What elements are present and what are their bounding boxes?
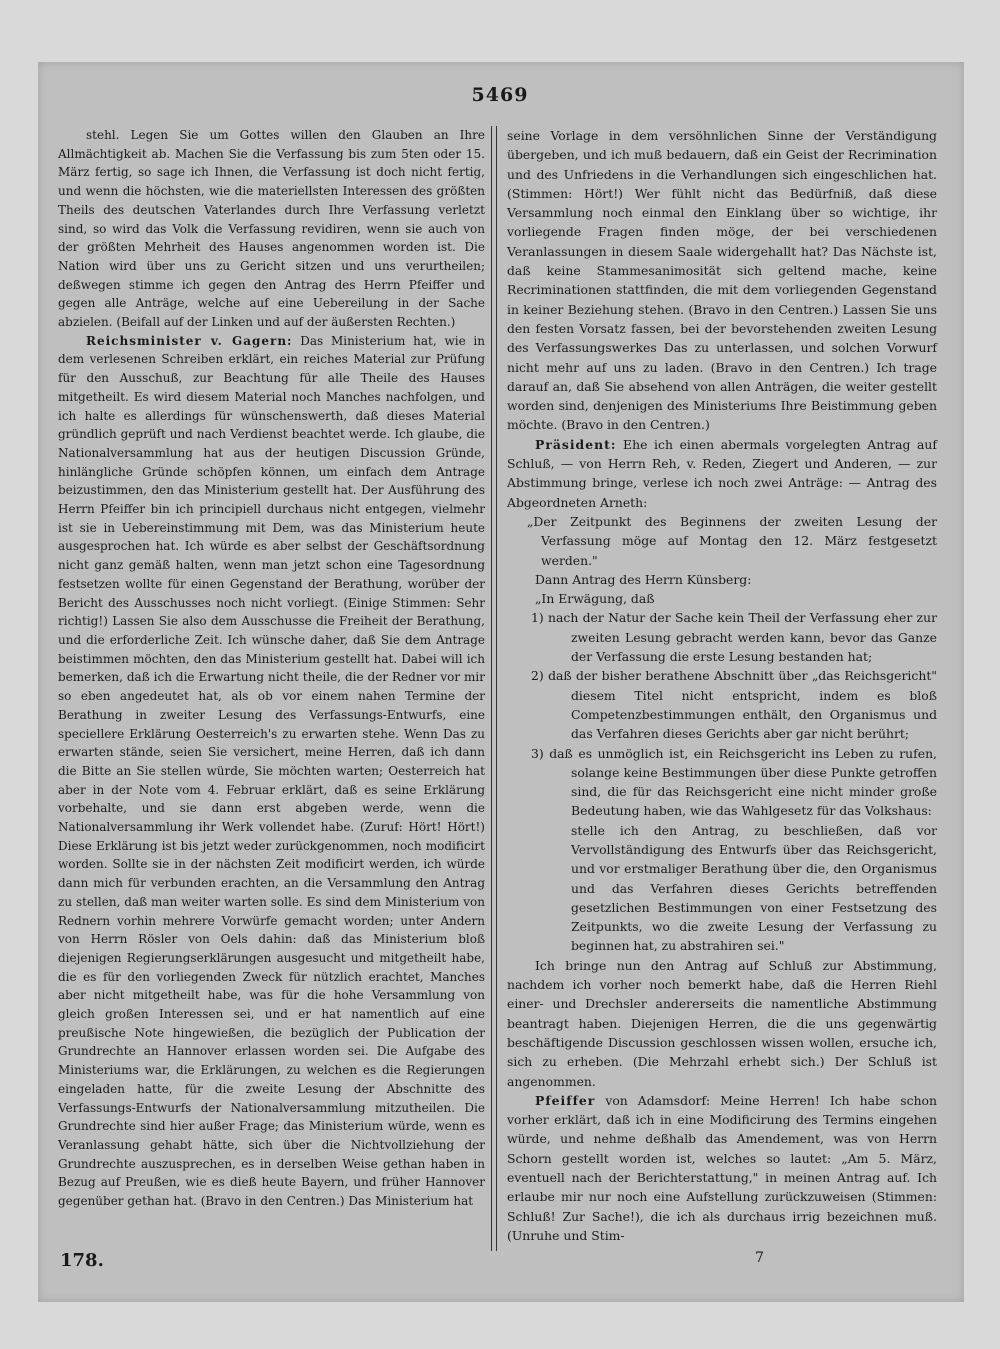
speech-text: Ehe ich einen abermals vorgelegten Antrag auf Schluß, — von Herrn Reh, v. Reden, Ziegert und Anderen, — zur Abstimmung bringe, verlese ich noch zwei Anträge: — Antrag des Abgeordneten Arneth: <box>507 436 937 510</box>
paragraph <box>507 435 937 512</box>
paragraph: seine Vorlage in dem versöhnlichen Sinne der Verständigung übergeben, und ich muß bedauern, daß ein Geist der Recrimination und des Unfriedens in die Verhandlungen sich eingeschlichen hat. (Stimmen: Hört!) Wer fühlt nicht das Bedürfniß, daß diese Versammlung noch einmal den Einklang über so wichtige, ihr vorliegende Fragen finden möge, der bei verschiedenen Veranlassungen in diesem Saale widergehallt hat? Das Nächste ist, daß keine Stammesanimosität sich geltend mache, keine Recriminationen stattfinden, die mit dem vorliegenden Gegenstand in keiner Beziehung stehen. (Bravo in den Centren.) Lassen Sie uns den festen Vorsatz fassen, bei der bevorstehenden zweiten Lesung des Verfassungswerkes Das zu unterlassen, und solchen Vorwurf nicht mehr auf uns zu laden. (Bravo in den Centren.) Ich trage darauf an, daß Sie absehend von allen Anträgen, die weiter gestellt worden sind, denjenigen des Ministeriums Ihre Beistimmung geben möchte. (Bravo in den Centren.) <box>507 128 937 433</box>
motion-item: 2) daß der bisher berathene Abschnitt über „das Reichsgericht" diesem Titel nicht entspricht, indem es bloß Competenzbestimmungen enthält, den Organismus und das Verfahren dieses Gerichts aber gar nicht berührt; <box>531 668 937 742</box>
motion-intro: „In Erwägung, daß <box>535 591 655 607</box>
speech-text: von Adamsdorf: Meine Herren! Ich habe schon vorher erklärt, daß ich in eine Modificirung des Termins eingehen würde, und nehme deßhalb das Amendement, was von Herrn Schorn gestellt worden ist, welches so lautet: „Am 5. März, eventuell nach der Berichterstattung," in meinen Antrag auf. Ich erlaube mir nur noch eine Aufstellung zurückzuweisen (Stimmen: Schluß! Zur Sache!), die ich als durchaus irrig bezeichnen muß. (Unruhe und Stim- <box>507 1092 937 1243</box>
paragraph: Ich bringe nun den Antrag auf Schluß zur Abstimmung, nachdem ich vorher noch bemerkt habe, daß die Herren Riehl einer- und Drechsler andererseits die namentliche Abstimmung beantragt haben. Diejenigen Herren, die die uns gegenwärtig beschäftigende Discussion geschlossen wissen wollen, ersuche ich, sich zu erheben. (Die Mehrzahl erhebt sich.) Der Schluß ist angenommen. <box>507 957 937 1089</box>
left-column <box>58 126 485 1211</box>
speaker-name: Präsident: <box>535 436 617 452</box>
motion-conclusion: stelle ich den Antrag, zu beschließen, daß vor Vervollständigung des Entwurfs über das Reichsgericht, und vor erstmaliger Berathung über die, den Organismus und das Verfahren dieses Gerichts betreffenden gesetzlichen Bestimmungen von einer Festsetzung des Zeitpunkts, wo die zweite Lesung der Verfassung zu beginnen hat, zu abstrahiren sei." <box>571 822 937 954</box>
motion-item: 1) nach der Natur der Sache kein Theil der Verfassung eher zur zweiten Lesung gebracht werden kann, bevor das Ganze der Verfassung die erste Lesung bestanden hat; <box>531 610 937 665</box>
speaker-name: Pfeiffer <box>535 1092 596 1108</box>
paragraph: stehl. Legen Sie um Gottes willen den Glauben an Ihre Allmächtigkeit ab. Machen Sie die Verfassung bis zum 5ten oder 15. März fertig, so sage ich Ihnen, die Verfassung ist doch nicht fertig, und wenn die höchsten, wie die materiellsten Interessen des größten Theils des deutschen Vaterlandes durch Ihre Verfassung verletzt sind, so wird das Volk die Verfassung revidiren, wenn sie auch von der größten Mehrheit des Hauses angenommen worden ist. Die Nation wird über uns zu Gericht sitzen und uns verurtheilen; deßwegen stimme ich gegen den Antrag des Herrn Pfeiffer und gegen alle Anträge, welche auf eine Uebereilung in der Sache abzielen. (Beifall auf der Linken und auf der äußersten Rechten.) <box>58 128 485 330</box>
speech-text: Das Ministerium hat, wie in dem verlesenen Schreiben erklärt, ein reiches Material zur Prüfung für den Ausschuß, zur Beachtung für alle Theile des Hauses mitgetheilt. Es wird diesem Material noch Manches nachfolgen, und ich halte es allerdings für wünschenswerth, daß dieses Material gründlich geprüft und nach Verdienst beachtet werde. Ich glaube, die Nationalversammlung hat aus der heutigen Discussion Gründe, hinlängliche Gründe schöpfen können, um einfach dem Antrage beizustimmen, den das Ministerium gestellt hat. Der Ausführung des Herrn Pfeiffer bin ich principiell durchaus nicht entgegen, vielmehr ist sie in Uebereinstimmung mit Dem, was das Ministerium heute ausgesprochen hat. Ich würde es aber selbst der Geschäftsordnung nicht ganz gemäß halten, wenn man jetzt schon eine Tagesordnung festsetzen wollte für einen Gegenstand der Berathung, worüber der Bericht des Ausschusses noch nicht vorliegt. (Einige Stimmen: Sehr richtig!) Lassen Sie also dem Ausschusse die Freiheit der Berathung, und die erforderliche Zeit. Ich wünsche daher, daß Sie dem Antrage beistimmen möchten, den das Ministerium gestellt hat. Dabei will ich bemerken, daß ich die Erwartung nicht theile, die der Redner vor mir so eben angedeutet hat, als ob vor einem nahen Termine der Berathung in zweiter Lesung des Verfassungs-Entwurfs, eine speciellere Erklärung Oesterreich's zu erwarten stehe. Wenn Das zu erwarten stände, seien Sie versichert, meine Herren, daß ich dann die Bitte an Sie stellen würde, Sie möchten warten; Oesterreich hat aber in der Note vom 4. Februar erklärt, daß es seine Erklärung vorbehalte, und sie dann erst abgeben werde, wenn die Nationalversammlung ihr Werk vollendet habe. (Zuruf: Hört! Hört!) Diese Erklärung ist bis jetzt weder zurückgenommen, noch modificirt worden. Sollte sie in der nächsten Zeit modificirt werden, ich würde dann mich für verbunden erachten, an die Versammlung den Antrag zu stellen, daß man weiter warten solle. Es sind dem Ministerium von Rednern vorhin mehrere Vorwürfe gemacht worden; unter Andern von Herrn Rösler von Oels dahin: daß das Ministerium bloß diejenigen Regierungserklärungen ausgesucht und mitgetheilt habe, die es für den vorliegenden Zweck für nützlich erachtet, Manches aber nicht mitgetheilt habe, was für die hohe Versammlung von gleich großen Interessen sei, und er hat namentlich auf eine preußische Note hingewießen, die bezüglich der Publication der Grundrechte an Hannover erlassen worden sei. Die Aufgabe des Ministeriums war, die Erklärungen, zu welchen es die Regierungen eingeladen hatte, für die zweite Lesung der Abschnitte des Verfassungs-Entwurfs der Nationalversammlung mitzutheilen. Die Grundrechte sind hier außer Frage; das Ministerium würde, wenn es Veranlassung gehabt hätte, sich über die Nichtvollziehung der Grundrechte auszusprechen, es in derselben Weise gethan haben in Bezug auf Preußen, wie es dieß heute Bayern, und früher Hannover gegenüber gethan hat. (Bravo in den Centren.) Das Ministerium hat <box>58 333 485 1209</box>
signature-mark: 178. <box>60 1250 104 1271</box>
page-number: 5469 <box>471 84 529 106</box>
right-column <box>507 126 937 1245</box>
motion-quote: „Der Zeitpunkt des Beginnens der zweiten Lesung der Verfassung möge auf Montag den 12. März festgesetzt werden." <box>527 513 937 568</box>
speaker-name: Reichsminister v. Gagern: <box>86 333 293 348</box>
paragraph: Dann Antrag des Herrn Künsberg: <box>535 571 752 587</box>
paragraph <box>507 1091 937 1245</box>
sheet-number: 7 <box>755 1250 764 1266</box>
paragraph <box>58 332 485 1211</box>
motion-item: 3) daß es unmöglich ist, ein Reichsgericht ins Leben zu rufen, solange keine Bestimmungen über diese Punkte getroffen sind, die für das Reichsgericht eine nicht minder große Bedeutung haben, wie das Wahlgesetz für das Volkshaus: <box>531 745 937 819</box>
column-divider <box>491 126 497 1251</box>
